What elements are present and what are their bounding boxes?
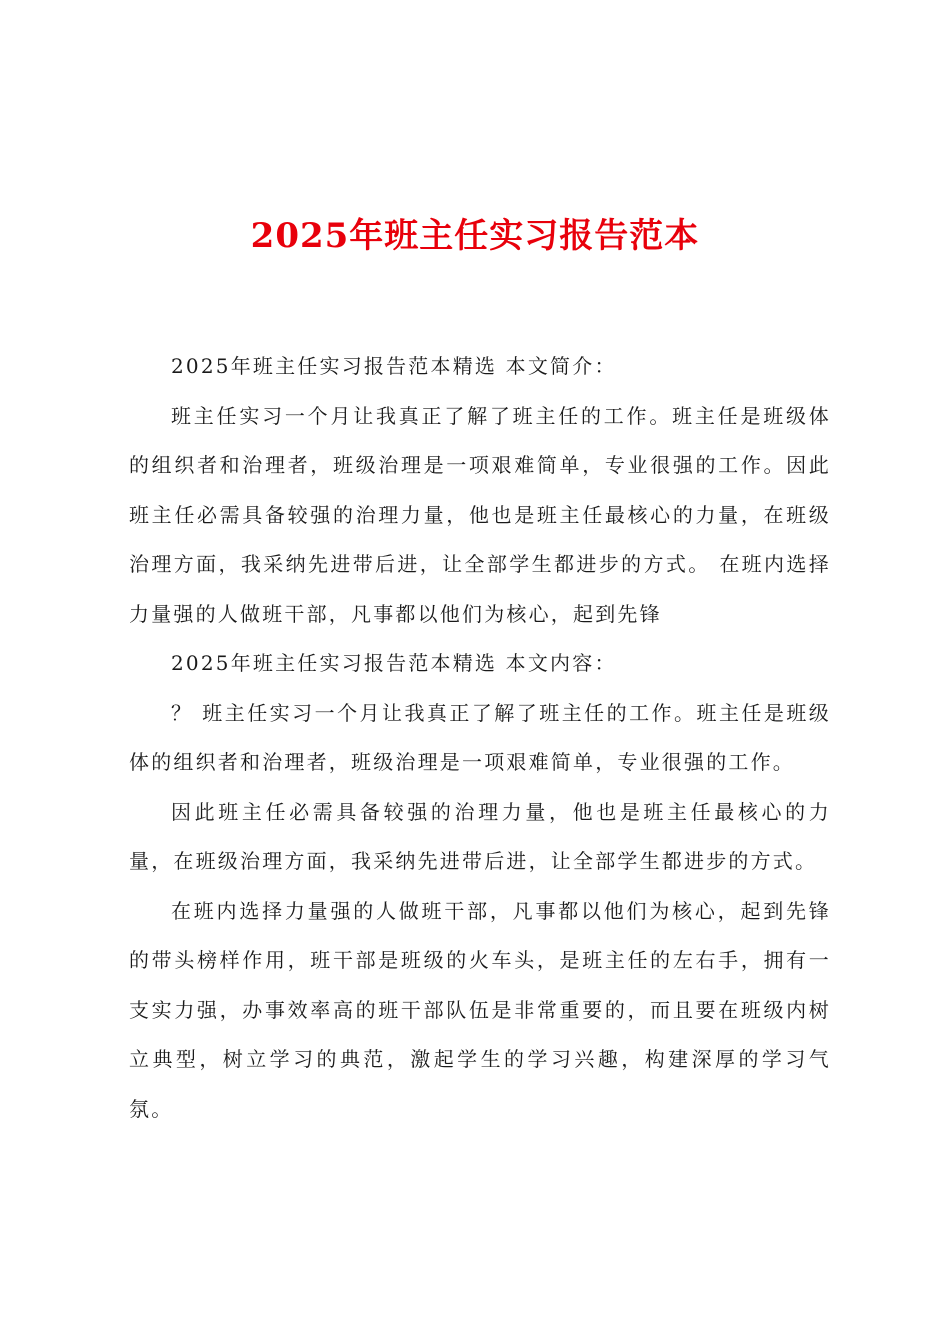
content-heading: 2025年班主任实习报告范本精选 本文内容： — [171, 651, 617, 675]
content-paragraph-2: 因此班主任必需具备较强的治理力量，他也是班主任最核心的力量，在班级治理方面，我采纳先进带后进，让全部学生都进步的方式。 — [129, 799, 831, 873]
content-paragraph-3: 在班内选择力量强的人做班干部，凡事都以他们为核心，起到先锋的带头榜样作用，班干部是班级的火车头，是班主任的左右手，拥有一支实力强，办事效率高的班干部队伍是非常重要的，而且要在班级内树立典型，树立学习的典范，激起学生的学习兴趣，构建深厚的学习气氛。 — [129, 898, 831, 1121]
document-title: 2025年班主任实习报告范本 — [250, 216, 700, 256]
summary-paragraph: 班主任实习一个月让我真正了解了班主任的工作。班主任是班级体的组织者和治理者，班级治理是一项艰难简单，专业很强的工作。因此班主任必需具备较强的治理力量，他也是班主任最核心的力量，在班级治理方面，我采纳先进带后进，让全部学生都进步的方式。 在班内选择力量强的人做班干部，凡事都以他们为核心，起到先锋 — [129, 403, 831, 626]
summary-heading: 2025年班主任实习报告范本精选 本文简介： — [171, 354, 617, 378]
document-body — [129, 342, 831, 1134]
content-paragraph-1: ？ 班主任实习一个月让我真正了解了班主任的工作。班主任是班级体的组织者和治理者，班级治理是一项艰难简单，专业很强的工作。 — [129, 700, 831, 774]
